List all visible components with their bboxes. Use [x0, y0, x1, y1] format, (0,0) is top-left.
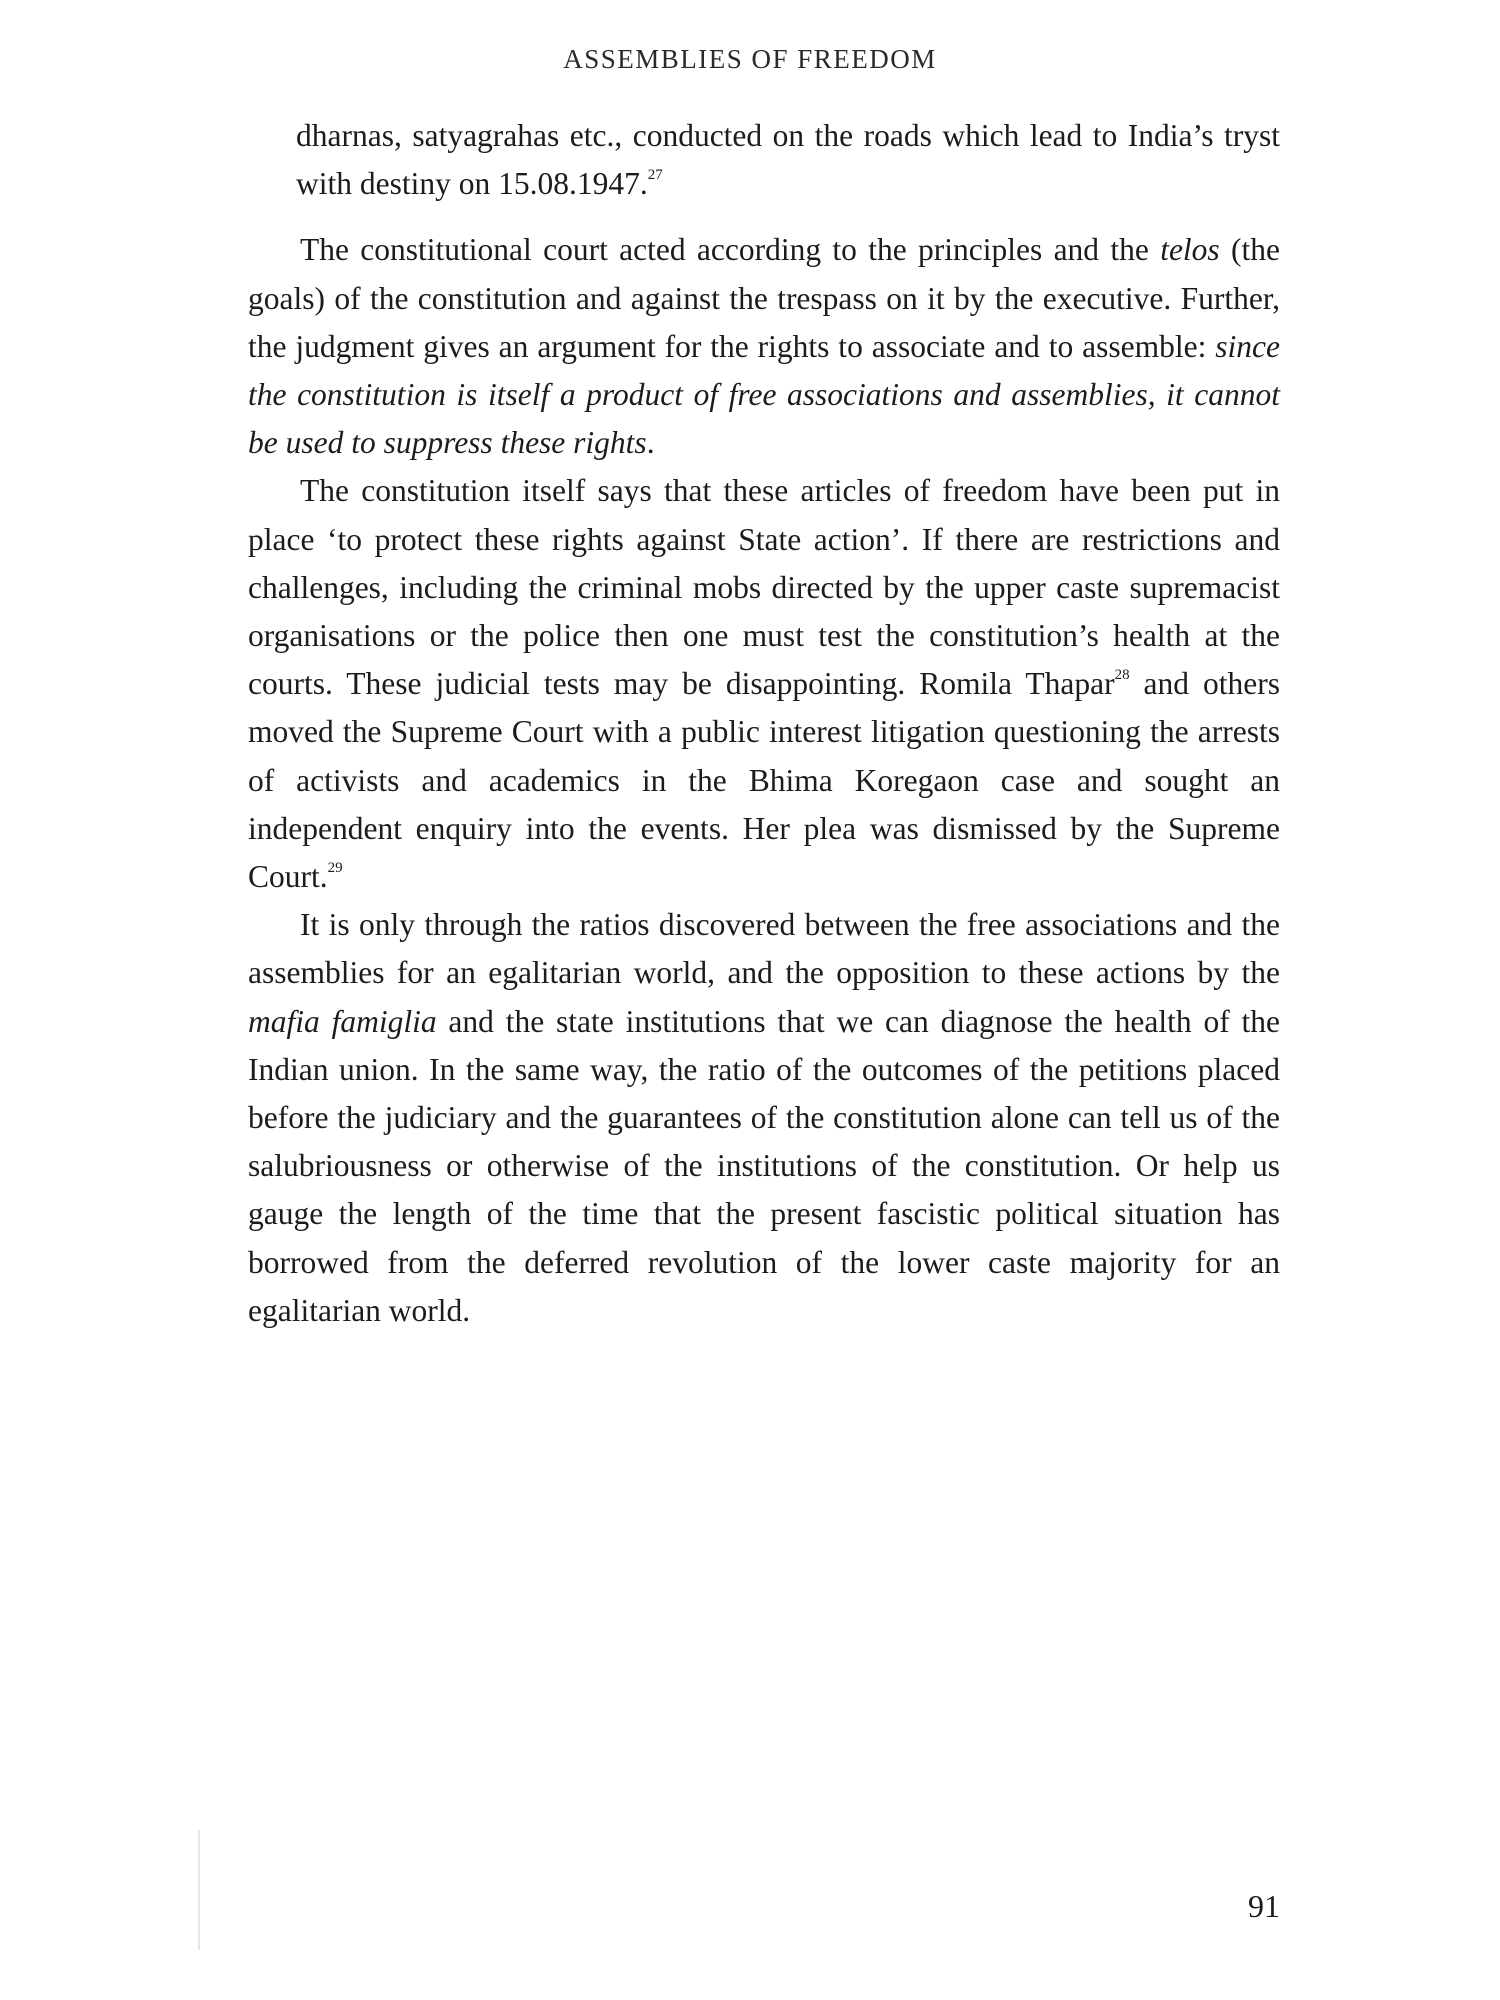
paragraph-1-text-a: The constitutional court acted according to the principles and the: [300, 232, 1161, 268]
block-quote: [296, 112, 1280, 208]
footnote-ref-27: 27: [647, 167, 663, 184]
paragraph-2-text-b: and others moved the Supreme Court with a public interest litigation questioning the arrests of activists and academics in the Bhima Koregaon case and sought an independent enquiry into the events. Her plea was dismissed by the Supreme Court.: [248, 666, 1280, 895]
paragraph-1-text-b: (the goals) of the constitution and against the trespass on it by the executive. Further, the judgment gives an argument for the rights to associate and to assemble:: [248, 232, 1280, 364]
footnote-ref-29: 29: [327, 860, 343, 877]
running-head: ASSEMBLIES OF FREEDOM: [563, 44, 937, 74]
paragraph-1-text-c: .: [646, 425, 655, 461]
body-text: [248, 112, 1280, 1335]
paragraph-3: [248, 901, 1280, 1335]
paragraph-1-italic-argument: since the constitution is itself a product of free associations and assemblies, it cannot be used to suppress these rights: [248, 328, 1280, 461]
page-number: 91: [1248, 1888, 1280, 1924]
gutter-shadow: [198, 1830, 200, 1950]
quote-text: dharnas, satyagrahas etc., conducted on the roads which lead to India’s tryst with destiny on 15.08.1947.: [296, 118, 1280, 202]
paragraph-2-text-a: The constitution itself says that these articles of freedom have been put in place ‘to protect these rights against State action’. If there are restrictions and challenges, including the criminal mobs directed by the upper caste supremacist organisations or the police then one must test the constitution’s health at the courts. These judicial tests may be disappointing. Romila Thapar: [248, 473, 1280, 702]
footnote-ref-28: 28: [1114, 667, 1130, 684]
paragraph-3-text-b: and the state institutions that we can diagnose the health of the Indian union. In the same way, the ratio of the outcomes of the petitions placed before the judiciary and the guarantees of the constitution alone can tell us of the salubriousness or otherwise of the institutions of the constitution. Or help us gauge the length of the time that the present fascistic political situation has borrowed from the deferred revolution of the lower caste majority for an egalitarian world.: [248, 1003, 1280, 1328]
paragraph-3-text-a: It is only through the ratios discovered between the free associations and the assemblies for an egalitarian world, and the opposition to these actions by the: [248, 907, 1280, 991]
paragraph-2: [248, 467, 1280, 901]
paragraph-1-italic-telos: telos: [1160, 232, 1220, 268]
paragraph-1: [248, 226, 1280, 467]
paragraph-3-italic-mafia: mafia famiglia: [248, 1003, 437, 1039]
